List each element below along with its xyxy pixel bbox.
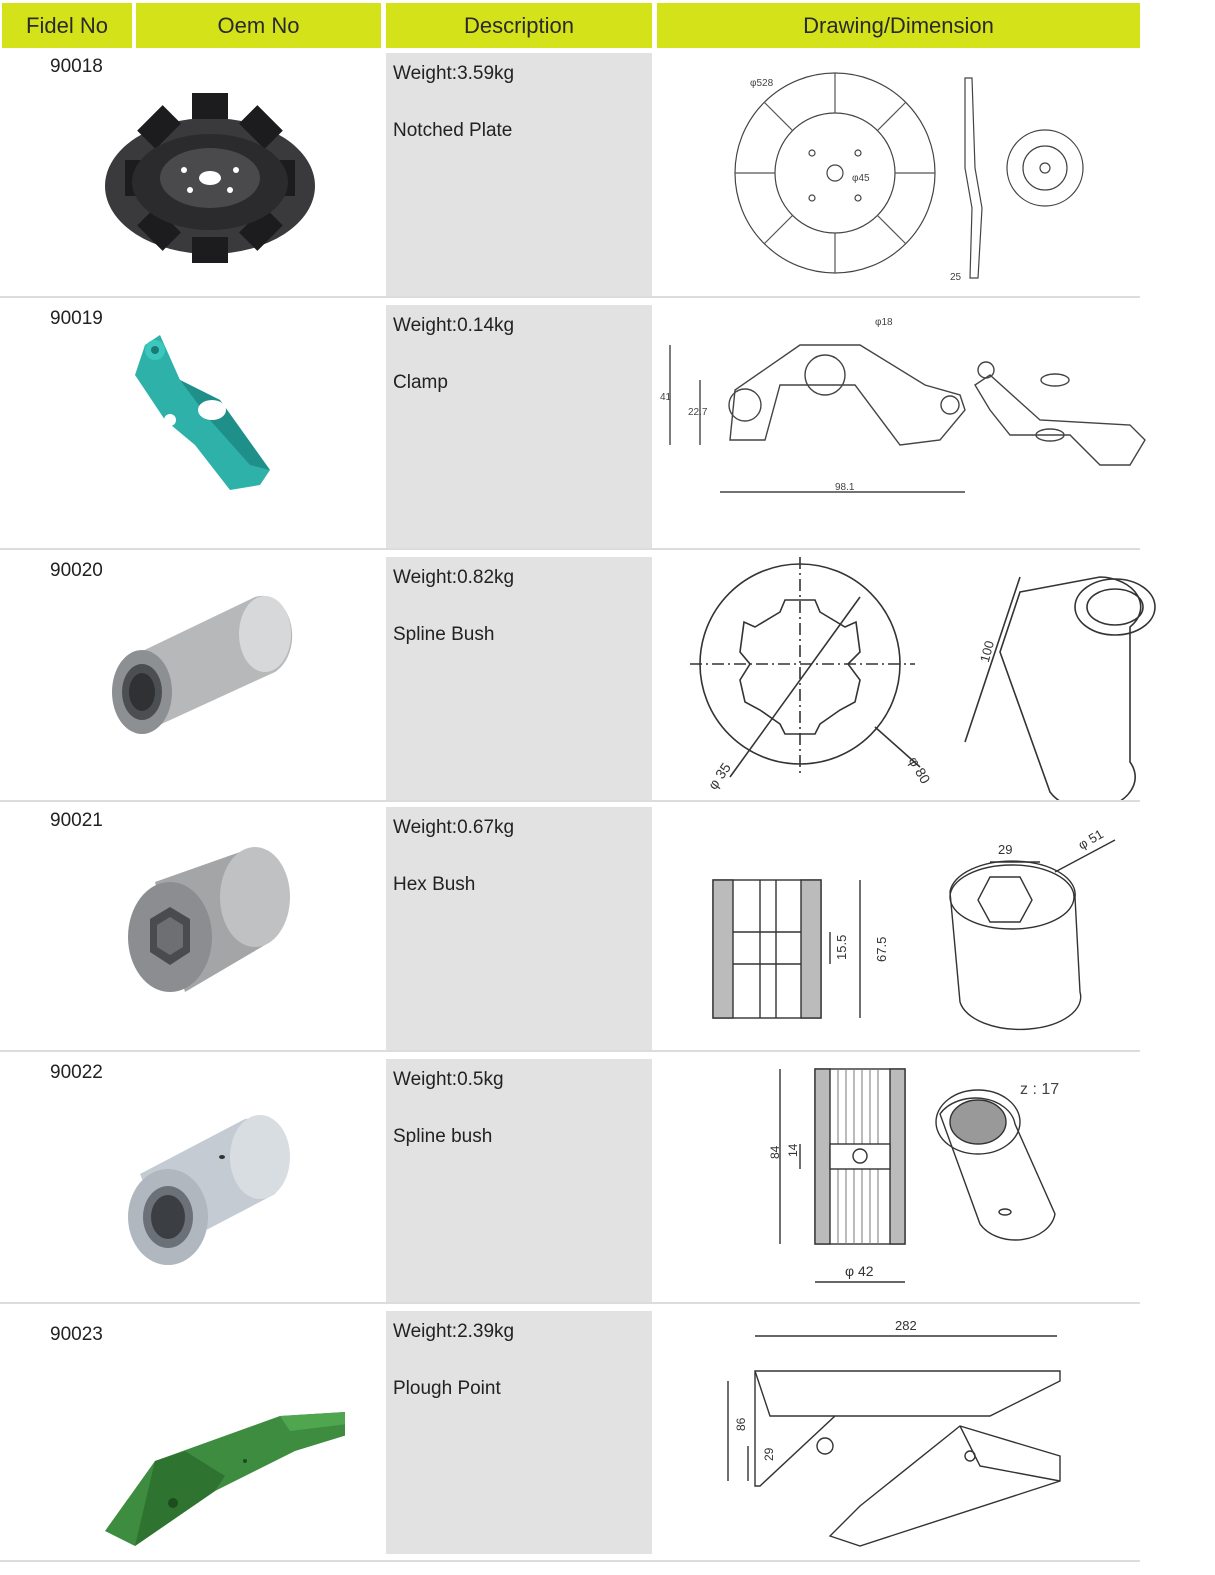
fidel-number: 90021 bbox=[50, 810, 103, 831]
dim-length: 282 bbox=[895, 1318, 917, 1333]
part-name: Hex Bush bbox=[393, 874, 476, 895]
description-cell bbox=[386, 305, 652, 548]
header-fidel-no: Fidel No bbox=[2, 3, 132, 48]
dim-hole-dia: φ18 bbox=[875, 317, 893, 328]
table-row bbox=[0, 1054, 1140, 1302]
part-name: Spline bush bbox=[393, 1126, 493, 1147]
dim-outer-dia: φ 42 bbox=[845, 1263, 874, 1279]
spline-bush-2-photo bbox=[100, 1079, 330, 1289]
part-name: Plough Point bbox=[393, 1378, 501, 1399]
table-row bbox=[0, 1306, 1140, 1554]
hex-bush-drawing bbox=[660, 802, 1160, 1050]
header-description: Description bbox=[386, 3, 652, 48]
dim-hole-height: 22.7 bbox=[688, 407, 708, 418]
dim-outer-dia: φ 51 bbox=[1075, 826, 1106, 853]
dim-thickness: 25 bbox=[950, 272, 962, 283]
clamp-photo bbox=[100, 325, 330, 535]
weight-label: Weight:0.14kg bbox=[393, 315, 515, 336]
dim-hex-width: 29 bbox=[998, 842, 1013, 857]
dim-hex: 15.5 bbox=[834, 934, 849, 960]
description-cell bbox=[386, 557, 652, 800]
part-name: Spline Bush bbox=[393, 624, 495, 645]
table-row bbox=[0, 802, 1140, 1050]
dim-diameter: φ528 bbox=[750, 78, 774, 89]
dim-hole-height: 29 bbox=[762, 1447, 776, 1461]
weight-label: Weight:0.5kg bbox=[393, 1069, 504, 1090]
dim-height: 41 bbox=[660, 392, 672, 403]
header-oem-no: Oem No bbox=[136, 3, 381, 48]
dim-bore: φ45 bbox=[852, 173, 870, 184]
fidel-number: 90022 bbox=[50, 1062, 103, 1083]
weight-label: Weight:0.82kg bbox=[393, 567, 515, 588]
weight-label: Weight:2.39kg bbox=[393, 1321, 515, 1342]
dim-outer-dia: φ 80 bbox=[905, 753, 934, 787]
weight-label: Weight:0.67kg bbox=[393, 817, 515, 838]
clamp-drawing bbox=[660, 300, 1160, 548]
dim-inner-dia: φ 35 bbox=[704, 759, 734, 793]
fidel-number: 90020 bbox=[50, 560, 103, 581]
dim-teeth: z : 17 bbox=[1020, 1081, 1060, 1098]
table-row bbox=[0, 300, 1140, 548]
dim-length: 100 bbox=[976, 639, 998, 664]
notched-plate-photo bbox=[100, 73, 330, 283]
plough-point-drawing bbox=[660, 1306, 1160, 1554]
table-row bbox=[0, 48, 1140, 296]
dim-hole-width: 14 bbox=[786, 1143, 800, 1157]
spline-bush-photo bbox=[100, 577, 330, 787]
fidel-number: 90023 bbox=[50, 1324, 103, 1345]
dim-length: 84 bbox=[768, 1145, 782, 1159]
spline-bush-2-drawing bbox=[660, 1054, 1160, 1302]
description-cell bbox=[386, 1059, 652, 1302]
dim-height: 86 bbox=[734, 1417, 748, 1431]
part-name: Clamp bbox=[393, 372, 448, 393]
part-name: Notched Plate bbox=[393, 120, 513, 141]
fidel-number: 90018 bbox=[50, 56, 103, 77]
spline-bush-drawing bbox=[660, 552, 1160, 800]
description-cell bbox=[386, 53, 652, 296]
notched-plate-drawing bbox=[660, 48, 1160, 296]
dim-length: 67.5 bbox=[874, 936, 889, 962]
description-cell bbox=[386, 807, 652, 1050]
header-drawing: Drawing/Dimension bbox=[657, 3, 1140, 48]
weight-label: Weight:3.59kg bbox=[393, 63, 515, 84]
table-row bbox=[0, 552, 1140, 800]
description-cell bbox=[386, 1311, 652, 1554]
hex-bush-photo bbox=[100, 827, 330, 1037]
fidel-number: 90019 bbox=[50, 308, 103, 329]
dim-length: 98.1 bbox=[835, 482, 855, 493]
plough-point-photo bbox=[75, 1341, 345, 1551]
